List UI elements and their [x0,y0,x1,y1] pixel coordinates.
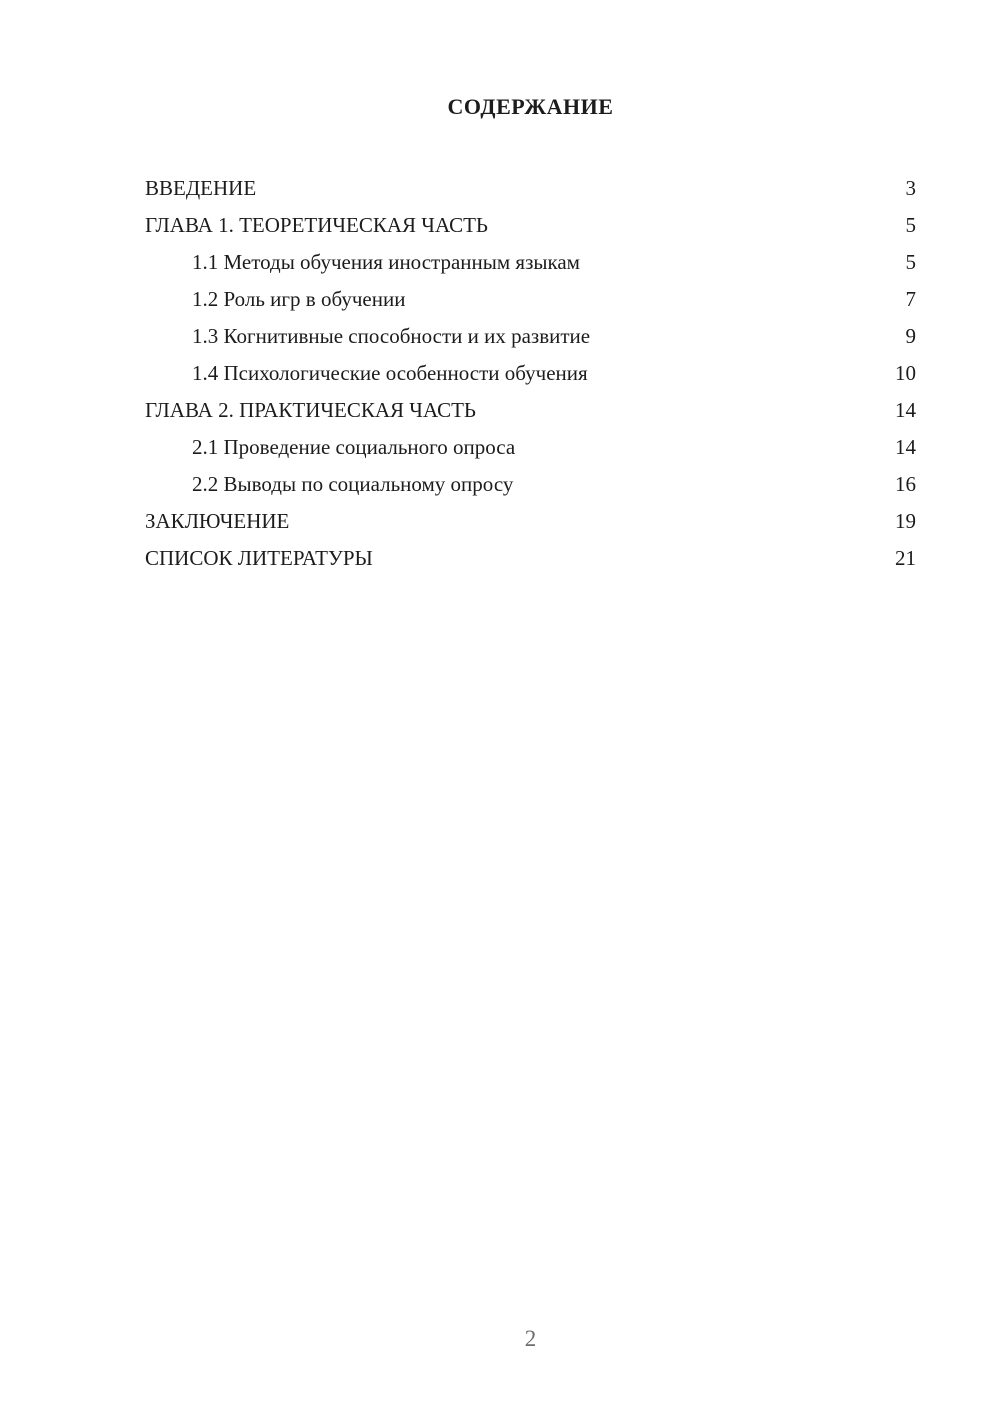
toc-entry-page: 3 [905,176,916,200]
toc-entry-label: 1.3 Когнитивные способности и их развитие [192,324,591,348]
toc-entry-label: 1.1 Методы обучения иностранным языкам [192,250,580,274]
toc-entry-label: 1.2 Роль игр в обучении [192,287,406,311]
toc-entry [145,281,916,318]
toc-entry-page: 7 [905,287,916,311]
toc-entry-label: ЗАКЛЮЧЕНИЕ [145,509,290,533]
toc-entry-label: 2.2 Выводы по социальному опросу [192,472,514,496]
toc-entry-label: ВВЕДЕНИЕ [145,176,257,200]
page-number: 2 [524,1326,537,1351]
toc-entry-page: 10 [895,361,916,385]
toc-entry [145,244,916,281]
toc-entry [145,503,916,540]
toc-list [145,170,916,577]
toc-entry [145,318,916,355]
toc-entry [145,429,916,466]
toc-entry [145,466,916,503]
toc-entry [145,540,916,577]
toc-entry [145,392,916,429]
toc-entry-label: 2.1 Проведение социального опроса [192,435,516,459]
toc-entry-label: СПИСОК ЛИТЕРАТУРЫ [145,546,373,570]
toc-entry-page: 5 [905,213,916,237]
toc-entry-label: ГЛАВА 2. ПРАКТИЧЕСКАЯ ЧАСТЬ [145,398,476,422]
toc-entry-page: 19 [895,509,916,533]
toc-entry-page: 9 [905,324,916,348]
toc-content [145,0,916,577]
toc-entry-page: 16 [895,472,916,496]
toc-entry-page: 14 [895,435,916,459]
toc-entry [145,207,916,244]
toc-entry-label: ГЛАВА 1. ТЕОРЕТИЧЕСКАЯ ЧАСТЬ [145,213,488,237]
toc-entry-page: 21 [895,546,916,570]
toc-entry-label: 1.4 Психологические особенности обучения [192,361,588,385]
toc-entry [145,355,916,392]
toc-title: СОДЕРЖАНИЕ [447,94,614,119]
toc-entry-page: 5 [905,250,916,274]
toc-entry-page: 14 [895,398,916,422]
toc-entry [145,170,916,207]
